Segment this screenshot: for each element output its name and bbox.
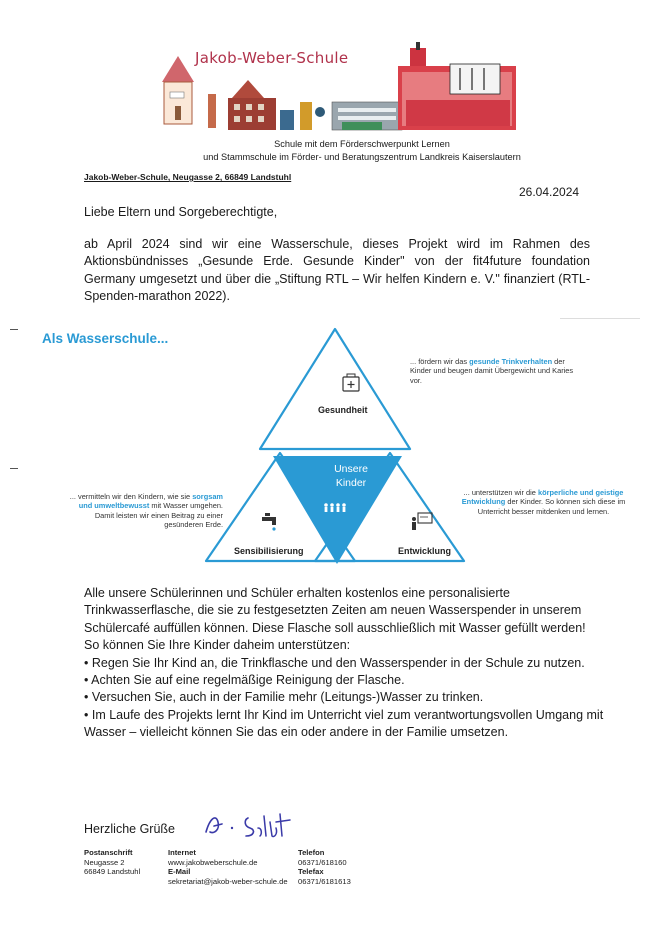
water-tap-icon <box>262 513 276 531</box>
school-name: Jakob-Weber-Schule <box>195 49 349 67</box>
body-paragraph: So können Sie Ihre Kinder daheim unterstützen: <box>84 638 351 653</box>
note-top-pre: ... fördern wir das <box>410 357 470 366</box>
body-paragraph: Alle unsere Schülerinnen und Schüler erhalten kostenlos eine personalisierte Trinkwasserflasche, die sie zu festgesetzten Zeiten am neuen Wasserspender in unserem Schülercafé auffüllen können. Diese Flasche soll ausschließlich mit Wasser gefüllt werden! <box>84 586 586 635</box>
bullet-item: • Im Laufe des Projekts lernt Ihr Kind im Unterricht viel zum verantwortungsvollen Umgang mit Wasser – vielleicht können Sie das ein oder andere in der Familie umsetzen. <box>84 707 604 740</box>
footer-postal-line2: 66849 Landstuhl <box>84 867 141 877</box>
letter-date: 26.04.2024 <box>519 185 580 199</box>
corner-label-top: Gesundheit <box>318 405 368 415</box>
note-right-pre: ... unterstützen wir die <box>463 488 538 497</box>
center-label <box>306 462 396 490</box>
footer-phone <box>298 848 351 886</box>
subtitle-line-2: und Stammschule im Förder- und Beratungszentrum Landkreis Kaiserslautern <box>203 152 521 162</box>
note-left-highlight: sorgsam und umweltbewusst <box>78 492 223 511</box>
classroom-teacher-icon <box>412 513 432 530</box>
section-heading: Als Wasserschule... <box>42 331 169 346</box>
note-top-highlight: gesunde Trinkverhalten <box>469 357 553 366</box>
bullet-item: • Regen Sie Ihr Kind an, die Trinkflasche und den Wasserspender in der Schule zu nutzen. <box>84 655 585 670</box>
note-right <box>456 488 631 516</box>
bullet-item: • Versuchen Sie, auch in der Familie mehr (Leitungs-)Wasser zu trinken. <box>84 690 484 705</box>
faint-divider <box>560 318 640 319</box>
closing: Herzliche Grüße <box>84 822 175 836</box>
intro-paragraph: ab April 2024 sind wir eine Wasserschule, dieses Projekt wird im Rahmen des Aktionsbündnisses „Gesunde Erde. Gesunde Kinder" von der fit4future foundation Germany umgesetzt und über die „Stiftung RTL – Wir helfen Kindern e. V." finanziert (RTL-Spenden-marathon 2022). <box>84 237 590 304</box>
body-text <box>84 585 604 742</box>
fold-mark-middle <box>10 468 18 469</box>
handwritten-signature <box>200 808 320 844</box>
footer-fax-heading: Telefax <box>298 867 324 877</box>
note-top <box>410 357 580 385</box>
note-left-pre: ... vermitteln wir den Kindern, wie sie <box>69 492 193 501</box>
footer-internet <box>168 848 288 886</box>
salutation: Liebe Eltern und Sorgeberechtigte, <box>84 205 278 219</box>
note-right-post: der Kinder. So können sich diese im Unterricht besser mitdenken und lernen. <box>477 497 626 516</box>
subtitle-line-1: Schule mit dem Förderschwerpunkt Lernen <box>274 139 450 149</box>
footer-email: sekretariat@jakob-weber-schule.de <box>168 876 288 886</box>
footer-postal-heading: Postanschrift <box>84 848 133 857</box>
note-right-highlight: körperliche und geistige Entwicklung <box>461 488 624 507</box>
return-address: Jakob-Weber-Schule, Neugasse 2, 66849 Landstuhl <box>84 172 292 182</box>
footer-internet-heading: Internet <box>168 848 196 857</box>
corner-label-right: Entwicklung <box>398 546 452 556</box>
triangle-top <box>260 329 410 449</box>
note-left-post: mit Wasser umgehen. Damit leisten wir einen Beitrag zu einer gesünderen Erde. <box>94 501 223 530</box>
footer-website: www.jakobweberschule.de <box>168 857 258 867</box>
note-left <box>58 492 223 530</box>
center-label-line2: Kinder <box>335 477 367 489</box>
footer-fax-number: 06371/6181613 <box>298 876 351 886</box>
footer-phone-heading: Telefon <box>298 848 325 857</box>
center-label-line1: Unsere <box>334 463 368 475</box>
health-icon <box>343 374 359 391</box>
footer-email-heading: E-Mail <box>168 867 191 877</box>
fold-mark-top <box>10 329 18 330</box>
note-top-post: der Kinder und beugen damit Übergewicht und Karies vor. <box>410 357 574 385</box>
footer-postal <box>84 848 140 877</box>
bullet-item: • Achten Sie auf eine regelmäßige Reinigung der Flasche. <box>84 673 405 688</box>
footer-postal-line1: Neugasse 2 <box>84 857 125 867</box>
corner-label-left: Sensibilisierung <box>234 546 304 556</box>
footer-phone-number: 06371/618160 <box>298 857 347 867</box>
